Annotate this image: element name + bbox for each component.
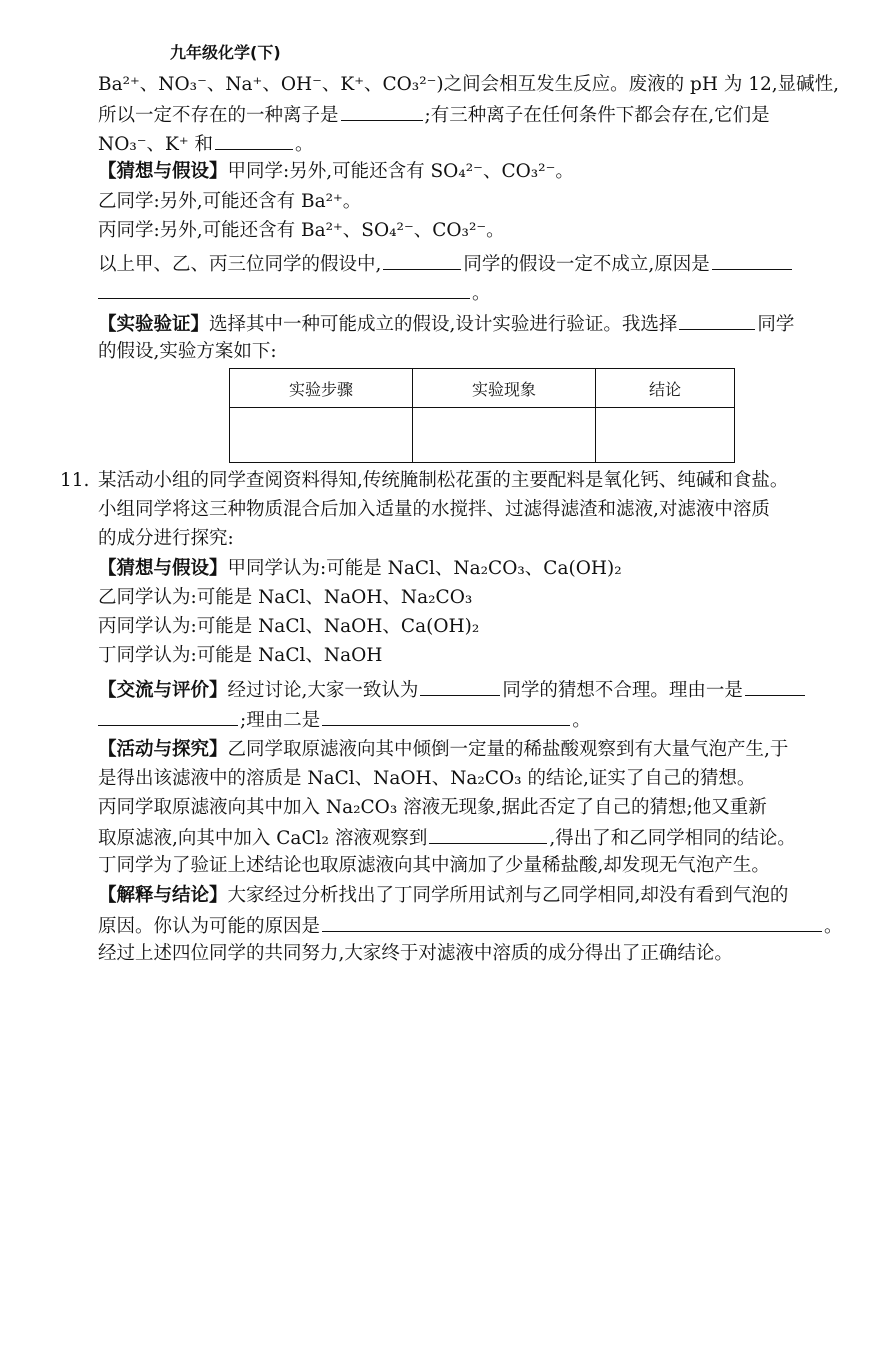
- guess-section-label: 【猜想与假设】: [98, 161, 228, 182]
- verify-text-2: 同学: [757, 314, 795, 335]
- table-header-row: [230, 369, 735, 408]
- unreasonable-student-blank[interactable]: [420, 676, 500, 696]
- q11-intro-1: 某活动小组的同学查阅资料得知,传统腌制松花蛋的主要配料是氧化钙、纯碱和食盐。: [98, 470, 789, 491]
- q11-concl-line-2: [98, 912, 866, 940]
- ion-question-text-2: ;有三种离子在任何条件下都会存在,它们是: [424, 105, 770, 126]
- judge-line-2: [98, 279, 866, 307]
- q11-eval-line-2: [98, 706, 866, 734]
- page-header: 九年级化学(下): [170, 43, 281, 62]
- q11-act-line-3: 丙同学取原滤液向其中加入 Na₂CO₃ 溶液无现象,据此否定了自己的猜想;他又重新: [98, 797, 767, 818]
- ion-question-line: [98, 101, 866, 129]
- ions-line: Ba²⁺、NO₃⁻、Na⁺、OH⁻、K⁺、CO₃²⁻)之间会相互发生反应。废液的 pH 为 12,显碱性,: [98, 74, 840, 95]
- guess-jia-line: [98, 159, 866, 185]
- q11-guess-ding: 丁同学认为:可能是 NaCl、NaOH: [98, 645, 383, 666]
- guess-jia-text: 甲同学认为:可能是 NaCl、Na₂CO₃、Ca(OH)₂: [227, 558, 622, 579]
- period: 。: [572, 710, 591, 731]
- act-text-4: 取原滤液,向其中加入 CaCl₂ 溶液观察到: [98, 828, 428, 849]
- cacl2-observation-blank[interactable]: [429, 824, 547, 844]
- reason-one-blank-cont[interactable]: [98, 706, 238, 726]
- invalid-student-blank[interactable]: [383, 250, 461, 270]
- verify-line-2: 的假设,实验方案如下:: [98, 341, 277, 362]
- ion-exist-line: [98, 130, 866, 158]
- q11-final-line: 经过上述四位同学的共同努力,大家终于对滤液中溶质的成分得出了正确结论。: [98, 943, 733, 964]
- period: 。: [824, 916, 843, 937]
- judge-text-2: 同学的假设一定不成立,原因是: [463, 254, 710, 275]
- eval-text-3: ;理由二是: [240, 710, 321, 731]
- q11-intro-2: 小组同学将这三种物质混合后加入适量的水搅拌、过滤得滤渣和滤液,对滤液中溶质: [98, 499, 770, 520]
- q11-concl-line-1: [98, 883, 866, 909]
- q11-intro-3: 的成分进行探究:: [98, 528, 234, 549]
- judge-text: 以上甲、乙、丙三位同学的假设中,: [98, 254, 382, 275]
- col-header-phenomenon: 实验现象: [413, 369, 596, 408]
- verify-text: 选择其中一种可能成立的假设,设计实验进行验证。我选择: [209, 314, 678, 335]
- act-text-1: 乙同学取原滤液向其中倾倒一定量的稀盐酸观察到有大量气泡产生,于: [227, 739, 789, 760]
- concl-text-2: 原因。你认为可能的原因是: [98, 916, 321, 937]
- eval-text-2: 同学的猜想不合理。理由一是: [502, 680, 743, 701]
- steps-cell[interactable]: [230, 408, 413, 463]
- guess-bing-line: 丙同学:另外,可能还含有 Ba²⁺、SO₄²⁻、CO₃²⁻。: [98, 220, 505, 241]
- eval-section-label: 【交流与评价】: [98, 680, 228, 701]
- concl-text-1: 大家经过分析找出了丁同学所用试剂与乙同学相同,却没有看到气泡的: [227, 885, 789, 906]
- experiment-table: [229, 368, 735, 463]
- conclusion-cell[interactable]: [596, 408, 735, 463]
- q11-guess-bing: 丙同学认为:可能是 NaCl、NaOH、Ca(OH)₂: [98, 616, 480, 637]
- reason-blank[interactable]: [712, 250, 792, 270]
- absent-ion-blank[interactable]: [341, 101, 423, 121]
- q11-guess-jia-line: [98, 556, 866, 582]
- col-header-steps: 实验步骤: [230, 369, 413, 408]
- eval-text: 经过讨论,大家一致认为: [227, 680, 419, 701]
- reason-two-blank[interactable]: [322, 706, 570, 726]
- act-text-4b: ,得出了和乙同学相同的结论。: [549, 828, 796, 849]
- period: 。: [295, 134, 314, 155]
- q11-act-line-2: 是得出该滤液中的溶质是 NaCl、NaOH、Na₂CO₃ 的结论,证实了自己的猜想。: [98, 768, 756, 789]
- table-row: [230, 408, 735, 463]
- act-section-label: 【活动与探究】: [98, 739, 228, 760]
- verify-line: [98, 310, 866, 338]
- possible-reason-blank[interactable]: [322, 912, 822, 932]
- q11-eval-line: [98, 676, 866, 704]
- reason-blank-cont[interactable]: [98, 279, 470, 299]
- ion-exist-text: NO₃⁻、K⁺ 和: [98, 134, 214, 155]
- guess-jia-text: 甲同学:另外,可能还含有 SO₄²⁻、CO₃²⁻。: [227, 161, 574, 182]
- reason-one-blank[interactable]: [745, 676, 805, 696]
- col-header-conclusion: 结论: [596, 369, 735, 408]
- guess-section-label: 【猜想与假设】: [98, 558, 228, 579]
- guess-yi-line: 乙同学:另外,可能还含有 Ba²⁺。: [98, 191, 362, 212]
- question-number: 11.: [60, 470, 90, 491]
- phenomenon-cell[interactable]: [413, 408, 596, 463]
- third-ion-blank[interactable]: [215, 130, 293, 150]
- q11-guess-yi: 乙同学认为:可能是 NaCl、NaOH、Na₂CO₃: [98, 587, 473, 608]
- ion-question-text: 所以一定不存在的一种离子是: [98, 105, 339, 126]
- concl-section-label: 【解释与结论】: [98, 885, 228, 906]
- verify-section-label: 【实验验证】: [98, 314, 210, 335]
- q11-act-line-1: [98, 737, 866, 763]
- q11-act-line-4: [98, 824, 866, 852]
- chosen-student-blank[interactable]: [679, 310, 755, 330]
- judge-line: [98, 250, 866, 278]
- q11-act-line-5: 丁同学为了验证上述结论也取原滤液向其中滴加了少量稀盐酸,却发现无气泡产生。: [98, 855, 770, 876]
- period: 。: [472, 283, 491, 304]
